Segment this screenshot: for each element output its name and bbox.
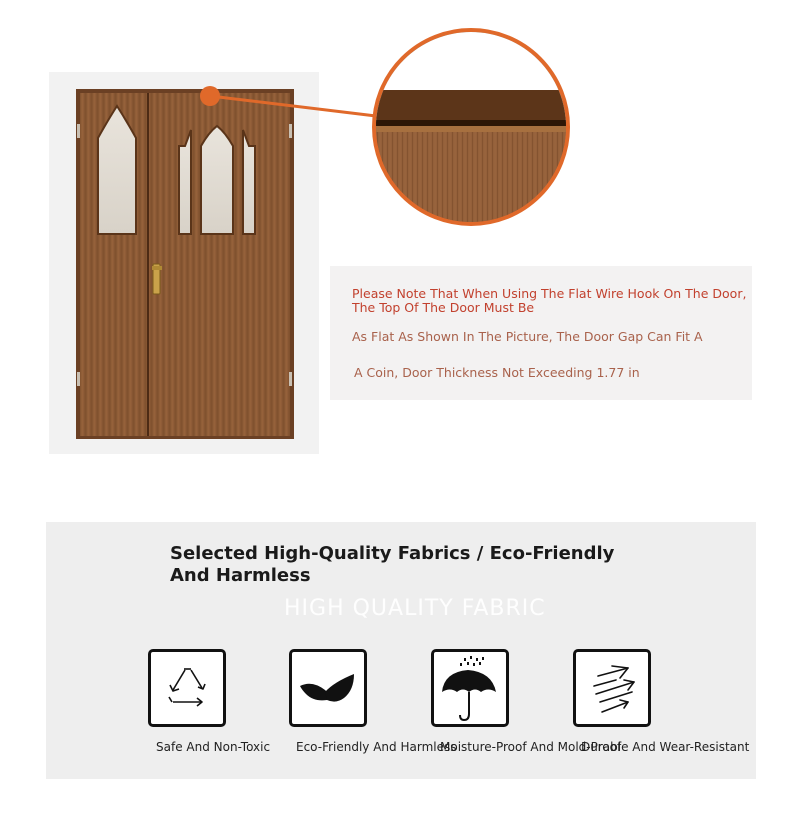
wind-arrows-icon xyxy=(573,649,651,727)
door-top-closeup xyxy=(376,32,570,226)
fabric-features-panel xyxy=(46,522,756,779)
note-line-1: Please Note That When Using The Flat Wire Hook On The Door, The Top Of The Door Must Be xyxy=(352,286,747,315)
note-line-2: As Flat As Shown In The Picture, The Door Gap Can Fit A xyxy=(352,329,703,344)
recycle-icon xyxy=(148,649,226,727)
leaf-icon xyxy=(289,649,367,727)
feature-label-safe: Safe And Non-Toxic xyxy=(156,740,271,754)
door-top-zoom-circle xyxy=(372,28,570,226)
feature-label-eco: Eco-Friendly And Harmless xyxy=(296,740,457,754)
umbrella-icon xyxy=(431,649,509,727)
usage-note-box xyxy=(330,266,752,400)
feature-label-durable: Durable And Wear-Resistant xyxy=(581,740,750,754)
note-line-3: A Coin, Door Thickness Not Exceeding 1.77 in xyxy=(354,365,640,380)
fabric-headline: Selected High-Quality Fabrics / Eco-Friendly And Harmless xyxy=(170,543,615,586)
feature-label-moisture: Moisture-Proof And Mold-Proof xyxy=(440,740,622,754)
ghost-watermark-text: HIGH QUALITY FABRIC xyxy=(284,596,546,621)
